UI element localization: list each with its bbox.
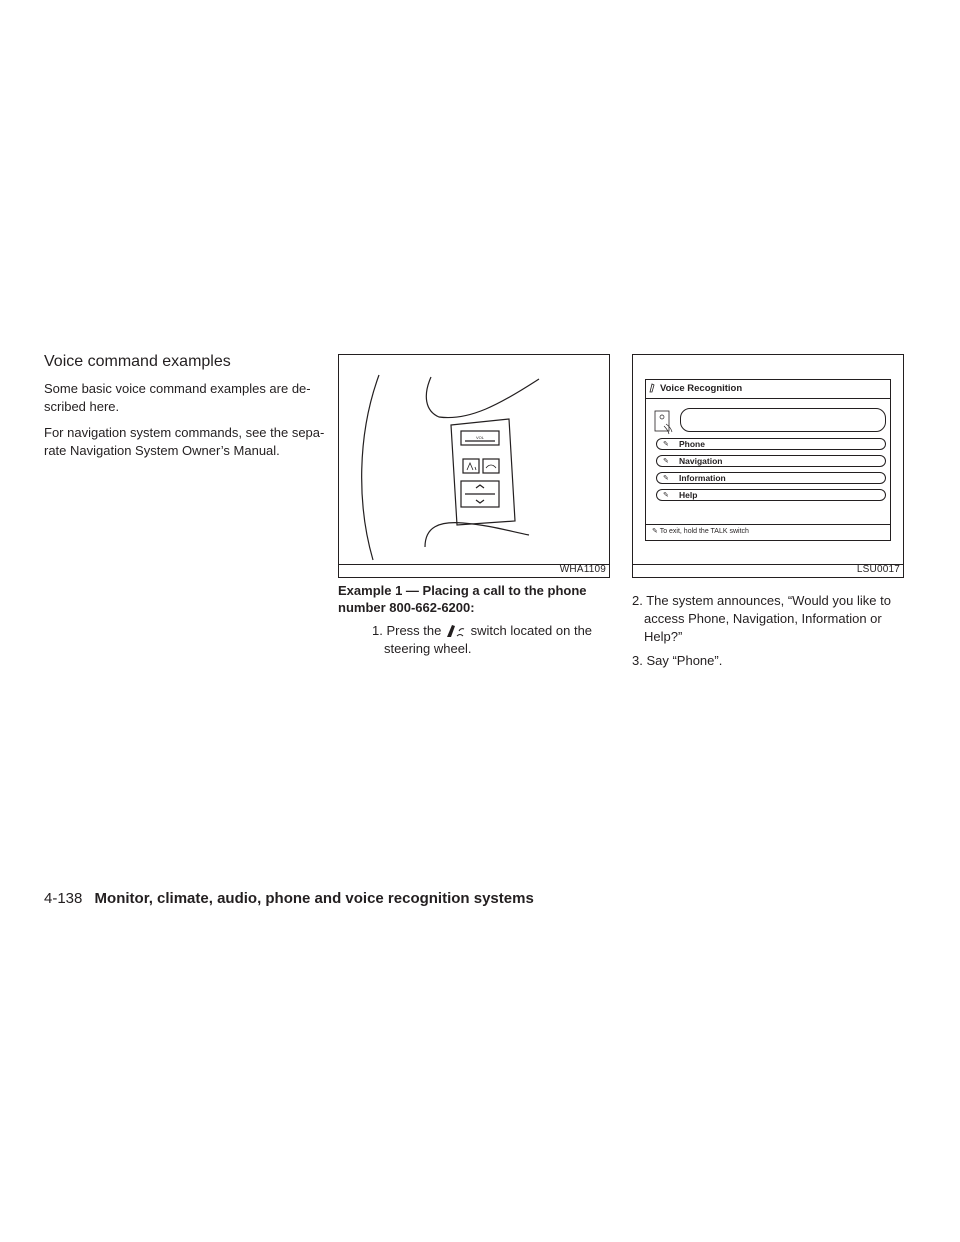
step-1-prefix: 1. Press the bbox=[372, 623, 442, 638]
step-1 bbox=[338, 622, 610, 658]
right-column bbox=[632, 354, 904, 674]
voice-recognition-screen bbox=[645, 379, 891, 541]
menu-item-label: Help bbox=[679, 490, 698, 500]
speaker-icon bbox=[654, 410, 674, 436]
phone-icon bbox=[486, 465, 496, 468]
menu-item-label: Information bbox=[679, 473, 726, 483]
section-title: Voice command examples bbox=[44, 353, 231, 370]
upper-spoke bbox=[426, 377, 539, 418]
screen-title: Voice Recognition bbox=[660, 383, 743, 394]
step-3: 3. Say “Phone”. bbox=[632, 653, 723, 668]
menu-item-help[interactable] bbox=[656, 489, 886, 501]
steering-wheel-figure bbox=[338, 354, 610, 578]
talk-switch-icon bbox=[445, 623, 467, 639]
example-heading: Example 1 — Placing a call to the phone number 800-662-6200: bbox=[338, 583, 587, 615]
voice-input-field bbox=[680, 408, 886, 432]
step-1-suffix: switch located on the steering wheel. bbox=[384, 623, 593, 656]
menu-item-icon: ✎ bbox=[663, 458, 669, 465]
lower-spoke bbox=[425, 523, 529, 547]
menu-item-navigation[interactable] bbox=[656, 455, 886, 467]
exit-hint-text: To exit, hold the TALK switch bbox=[659, 528, 749, 535]
voice-recognition-screen-figure bbox=[632, 354, 904, 578]
menu-item-icon: ✎ bbox=[663, 492, 669, 499]
exit-hint bbox=[652, 527, 749, 537]
figure-code: LSU0017 bbox=[856, 564, 900, 575]
menu-item-information[interactable] bbox=[656, 472, 886, 484]
middle-column bbox=[338, 354, 610, 662]
steering-rim bbox=[362, 375, 379, 560]
chapter-title: Monitor, climate, audio, phone and voice recognition systems bbox=[94, 890, 534, 907]
talk-hint-icon: ✎ bbox=[652, 528, 660, 535]
footer-divider bbox=[646, 524, 890, 525]
navigation-reference-paragraph: For navigation system commands, see the sepa-rate Navigation System Owner’s Manual. bbox=[44, 425, 325, 458]
steering-wheel-switch-illustration bbox=[339, 355, 609, 565]
menu-item-label: Phone bbox=[679, 439, 705, 449]
phone-button bbox=[483, 459, 499, 473]
step-2: 2. The system announces, “Would you like to access Phone, Navigation, Information or Help?” bbox=[632, 593, 891, 644]
vol-label: VOL bbox=[475, 435, 485, 440]
menu-item-icon: ✎ bbox=[663, 475, 669, 482]
menu-item-label: Navigation bbox=[679, 456, 723, 466]
page-number: 4-138 bbox=[44, 890, 83, 907]
menu-item-phone[interactable] bbox=[656, 438, 886, 450]
intro-paragraph: Some basic voice command examples are de-scribed here. bbox=[44, 381, 311, 414]
spacer bbox=[632, 578, 904, 592]
talk-icon bbox=[467, 463, 476, 470]
menu-item-icon: ✎ bbox=[663, 441, 669, 448]
left-column bbox=[44, 352, 326, 468]
voice-prompt-icon bbox=[648, 383, 658, 393]
figure-code: WHA1109 bbox=[559, 564, 606, 575]
page-footer bbox=[44, 889, 534, 909]
title-divider bbox=[646, 398, 890, 399]
